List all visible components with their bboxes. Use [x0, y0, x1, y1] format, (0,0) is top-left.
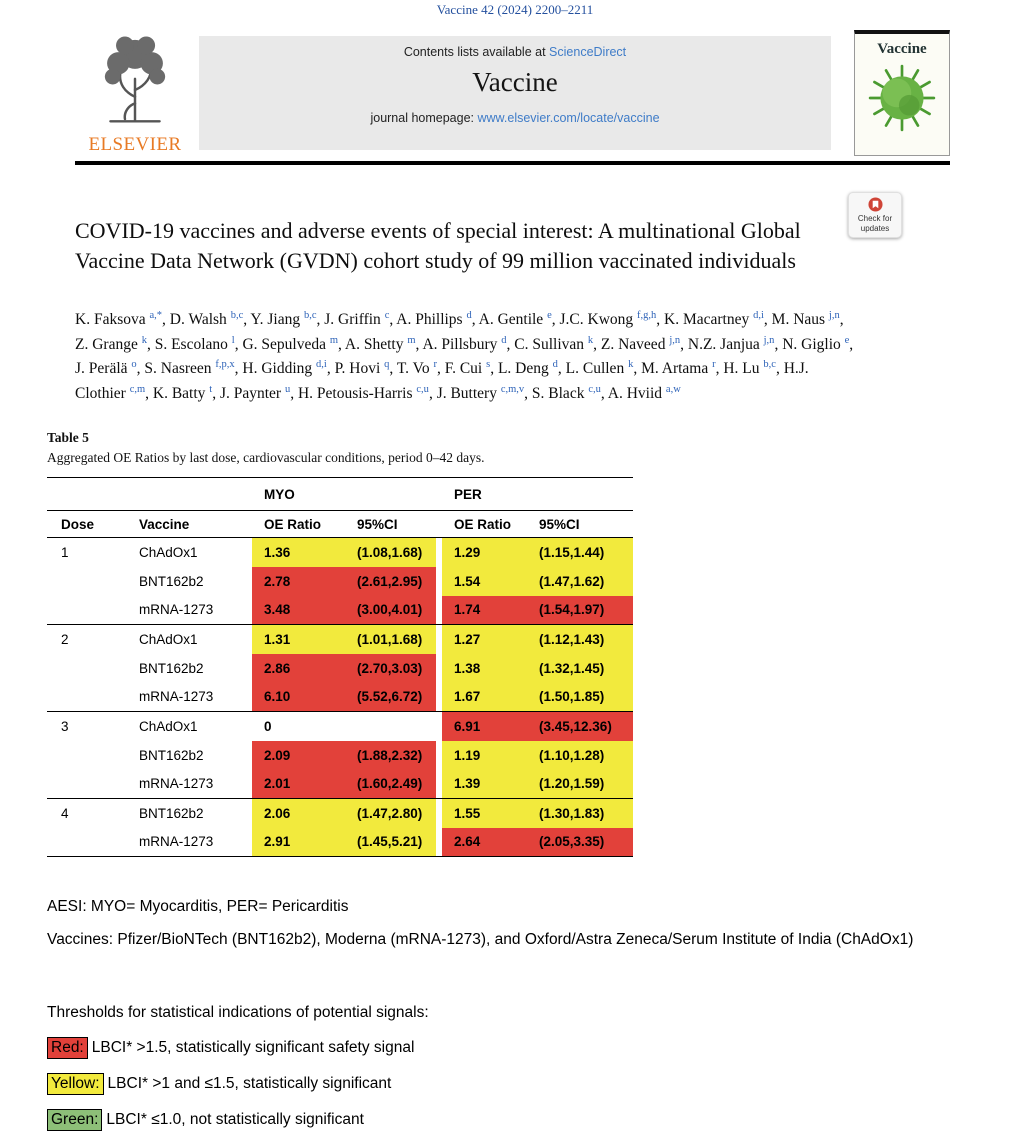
- table-column-header-row: [47, 511, 633, 538]
- author: Z. Naveed $^{j,n}$: [600, 334, 681, 353]
- myo-ci-cell: (1.01,1.68): [345, 625, 436, 654]
- vaccine-cell: ChAdOx1: [127, 712, 252, 741]
- myo-oe-cell: 2.91: [252, 828, 345, 857]
- author-affiliation: d: [501, 334, 507, 346]
- journal-header: [75, 30, 950, 160]
- author: S. Nasreen $^{f,p,x}$: [144, 359, 235, 378]
- legend-item: [47, 1109, 414, 1131]
- dose-cell: [47, 828, 127, 857]
- per-oe-cell: 1.74: [442, 596, 527, 625]
- myo-oe-cell: 0: [252, 712, 345, 741]
- table-row: [47, 654, 633, 683]
- author: H. Petousis-Harris $^{c,u}$: [297, 383, 429, 403]
- author-affiliation: b,c: [303, 310, 317, 321]
- author-affiliation: r: [433, 359, 437, 371]
- author-affiliation: q: [384, 359, 390, 371]
- author-affiliation: a,*: [149, 310, 163, 321]
- myo-oe-cell: 2.78: [252, 567, 345, 596]
- author-affiliation: c,m: [129, 383, 146, 395]
- table-label: Table 5: [47, 430, 89, 445]
- myo-oe-cell: 2.09: [252, 741, 345, 770]
- author-affiliation: d: [466, 310, 472, 321]
- myo-ci-cell: (1.47,2.80): [345, 799, 436, 828]
- per-ci-cell: (1.50,1.85): [527, 683, 633, 712]
- author: N. Giglio $^e$: [782, 334, 850, 353]
- author: P. Hovi $^q$: [334, 359, 390, 378]
- myo-ci-cell: (1.08,1.68): [345, 538, 436, 567]
- legend-text: LBCI* ≤1.0, not statistically significant: [106, 1111, 364, 1128]
- per-oe-cell: 1.54: [442, 567, 527, 596]
- myo-ci-cell: (2.70,3.03): [345, 654, 436, 683]
- dose-cell: [47, 567, 127, 596]
- cover-journal-title: Vaccine: [877, 41, 927, 57]
- homepage-prefix: journal homepage:: [370, 111, 475, 125]
- author-affiliation: u: [284, 383, 291, 395]
- per-ci-cell: (1.12,1.43): [527, 625, 633, 654]
- author: M. Naus $^{j,n}$: [771, 310, 840, 329]
- author: C. Sullivan $^k$: [514, 334, 594, 353]
- vaccines-note: Vaccines: Pfizer/BioNTech (BNT162b2), Moderna (mRNA-1273), and Oxford/Astra Zeneca/Serum Institute of India (ChAdOx1): [47, 931, 914, 948]
- journal-homepage-link[interactable]: www.elsevier.com/locate/vaccine: [477, 111, 660, 125]
- myo-oe-column-header: OE Ratio: [252, 511, 345, 538]
- author-affiliation: c,u: [416, 383, 429, 395]
- vaccine-cell: BNT162b2: [139, 573, 204, 589]
- author: H. Gidding $^{d,i}$: [242, 359, 327, 378]
- author: J. Paynter $^u$: [219, 383, 291, 403]
- myo-oe-cell: 2.06: [252, 799, 345, 828]
- author-affiliation: f,p,x: [215, 359, 235, 371]
- elsevier-wordmark: ELSEVIER: [88, 134, 182, 155]
- author: K. Batty $^t$: [152, 383, 213, 403]
- author-affiliation: c,m,v: [500, 383, 525, 395]
- author: J. Griffin $^c$: [324, 310, 390, 329]
- myo-ci-cell: (2.61,2.95): [345, 567, 436, 596]
- legend-item: [47, 1073, 414, 1095]
- table-row: [47, 741, 633, 770]
- per-oe-cell: 2.64: [442, 828, 527, 857]
- author-affiliation: d,i: [753, 310, 764, 321]
- myo-oe-cell: 6.10: [252, 683, 345, 712]
- author-affiliation: b,c: [230, 310, 244, 321]
- dose-column-header: Dose: [47, 511, 127, 538]
- author-list: K. Faksova $^{a,*}$, D. Walsh $^{b,c}$, Y. Jiang $^{b,c}$, J. Griffin $^c$, A. Phillips $^d$, A. Gentile $^e$, J.C. Kwong $^{f,g,h}$, K. Macartney $^{d,i}$, M. Naus $^{j,n}$, Z. Grange $^k$, S. Escolano $^l$, G. Sepulveda $^m$, A. Shetty $^m$, A. Pillsbury $^d$, C. Sullivan $^k$, Z. Naveed $^{j,n}$, N.Z. Janjua $^{j,n}$, N. Giglio $^e$, J. Perälä $^o$, S. Nasreen $^{f,p,x}$, H. Gidding $^{d,i}$, P. Hovi $^q$, T. Vo $^r$, F. Cui $^s$, L. Deng $^d$, L. Cullen $^k$, M. Artama $^r$, H. Lu $^{b,c}$, H.J. Clothier $^{c,m}$, K. Batty $^t$, J. Paynter $^u$, H. Petousis-Harris $^{c,u}$, J. Buttery $^{c,m,v}$, S. Black $^{c,u}$, A. Hviid $^{a,w}$: [75, 310, 854, 403]
- legend-items: [47, 1037, 414, 1131]
- legend-item: [47, 1037, 414, 1059]
- dose-cell: 2: [47, 625, 127, 654]
- virus-illustration-icon: [866, 62, 938, 134]
- author: S. Black $^{c,u}$: [531, 383, 601, 403]
- author-affiliation: f,g,h: [637, 310, 657, 321]
- per-ci-cell: (1.54,1.97): [527, 596, 633, 625]
- author: H.J. Clothier $^{c,m}$: [75, 360, 809, 403]
- per-ci-column-header: 95%CI: [527, 511, 633, 538]
- legend-swatch-yellow: Yellow:: [47, 1073, 104, 1095]
- dose-cell: [47, 683, 127, 712]
- contents-line: [199, 45, 831, 59]
- vaccine-column-header: Vaccine: [127, 511, 252, 538]
- homepage-line: [199, 111, 831, 125]
- aesi-note: AESI: MYO= Myocarditis, PER= Pericarditis: [47, 898, 349, 915]
- author-affiliation: c: [384, 310, 390, 321]
- author-affiliation: j,n: [763, 334, 775, 346]
- legend-swatch-green: Green:: [47, 1109, 102, 1131]
- author: L. Cullen $^k$: [565, 359, 634, 378]
- per-ci-cell: (1.15,1.44): [527, 538, 633, 567]
- myo-oe-cell: 2.86: [252, 654, 345, 683]
- per-ci-cell: (1.32,1.45): [527, 654, 633, 683]
- table-row: [47, 712, 633, 741]
- myo-ci-cell: [345, 712, 436, 741]
- journal-reference: Vaccine 42 (2024) 2200–2211: [436, 2, 594, 17]
- author-affiliation: m: [329, 334, 339, 346]
- author: S. Escolano $^l$: [154, 334, 235, 353]
- journal-banner: [199, 36, 831, 150]
- vaccine-cell: mRNA-1273: [139, 602, 214, 618]
- legend-heading: Thresholds for statistical indications of potential signals:: [47, 1004, 429, 1021]
- vaccine-cell: BNT162b2: [139, 660, 204, 676]
- author: A. Gentile $^e$: [478, 310, 552, 329]
- author: F. Cui $^s$: [444, 359, 491, 378]
- author: M. Artama $^r$: [641, 359, 716, 378]
- per-oe-cell: 6.91: [442, 712, 527, 741]
- table-body: [47, 538, 633, 857]
- author-affiliation: e: [844, 334, 850, 346]
- dose-cell: 1: [47, 538, 127, 567]
- dose-cell: [47, 596, 127, 625]
- author-affiliation: l: [231, 334, 235, 346]
- per-ci-cell: (1.47,1.62): [527, 567, 633, 596]
- author-affiliation: m: [407, 334, 416, 346]
- per-oe-cell: 1.27: [442, 625, 527, 654]
- table-row: [47, 683, 633, 712]
- myo-ci-cell: (1.88,2.32): [345, 741, 436, 770]
- vaccine-cell: ChAdOx1: [127, 625, 252, 654]
- myo-ci-cell: (3.00,4.01): [345, 596, 436, 625]
- myo-oe-cell: 3.48: [252, 596, 345, 625]
- author: G. Sepulveda $^m$: [242, 334, 339, 353]
- legend-text: LBCI* >1.5, statistically significant safety signal: [91, 1039, 415, 1056]
- vaccine-cell: BNT162b2: [139, 747, 204, 763]
- author: A. Shetty $^m$: [344, 334, 416, 353]
- author-affiliation: d: [552, 359, 558, 371]
- dose-cell: [47, 770, 127, 799]
- table-row: [47, 799, 633, 828]
- author: A. Phillips $^d$: [396, 310, 472, 329]
- author: L. Deng $^d$: [497, 359, 558, 378]
- myo-group-header: MYO: [252, 478, 436, 511]
- author-affiliation: t: [209, 383, 213, 395]
- author-affiliation: k: [628, 359, 634, 371]
- author-affiliation: k: [587, 334, 594, 346]
- author: A. Hviid $^{a,w}$: [607, 383, 681, 403]
- group-header-empty: [47, 478, 252, 511]
- legend-swatch-red: Red:: [47, 1037, 88, 1059]
- per-oe-cell: 1.39: [442, 770, 527, 799]
- per-oe-column-header: OE Ratio: [442, 511, 527, 538]
- author: Z. Grange $^k$: [75, 334, 147, 353]
- author-affiliation: e: [547, 310, 552, 321]
- table-caption: Aggregated OE Ratios by last dose, cardiovascular conditions, period 0–42 days.: [47, 450, 485, 465]
- per-ci-cell: (1.20,1.59): [527, 770, 633, 799]
- dose-cell: [47, 654, 127, 683]
- per-oe-cell: 1.67: [442, 683, 527, 712]
- crossmark-icon: [868, 197, 883, 212]
- author: J. Perälä $^o$: [75, 359, 137, 378]
- myo-ci-cell: (5.52,6.72): [345, 683, 436, 712]
- vaccine-cell: ChAdOx1: [127, 538, 252, 567]
- author: K. Faksova $^{a,*}$: [75, 310, 163, 329]
- per-ci-cell: (1.10,1.28): [527, 741, 633, 770]
- per-ci-cell: (3.45,12.36): [527, 712, 633, 741]
- author-affiliation: j,n: [669, 334, 681, 346]
- sciencedirect-link[interactable]: ScienceDirect: [549, 45, 627, 59]
- elsevier-logo: [73, 32, 197, 156]
- author-affiliation: s: [486, 359, 491, 371]
- author-affiliation: k: [141, 334, 147, 346]
- dose-cell: [47, 741, 127, 770]
- header-divider: [75, 161, 950, 165]
- per-ci-cell: (1.30,1.83): [527, 799, 633, 828]
- article-title: COVID-19 vaccines and adverse events of special interest: A multinational Global Vaccine Data Network (GVDN) cohort study of 99 million vaccinated individuals: [75, 218, 801, 273]
- author: Y. Jiang $^{b,c}$: [250, 310, 317, 329]
- vaccine-cell: mRNA-1273: [139, 776, 214, 792]
- dose-cell: 4: [47, 799, 127, 828]
- per-ci-cell: (2.05,3.35): [527, 828, 633, 857]
- table-row: [47, 567, 633, 596]
- myo-ci-column-header: 95%CI: [345, 511, 436, 538]
- author: A. Pillsbury $^d$: [422, 334, 507, 353]
- author: J. Buttery $^{c,m,v}$: [436, 383, 525, 403]
- author: J.C. Kwong $^{f,g,h}$: [559, 310, 657, 329]
- myo-ci-cell: (1.60,2.49): [345, 770, 436, 799]
- author: K. Macartney $^{d,i}$: [664, 310, 764, 329]
- dose-cell: 3: [47, 712, 127, 741]
- per-oe-cell: 1.55: [442, 799, 527, 828]
- myo-ci-cell: (1.45,5.21): [345, 828, 436, 857]
- author-affiliation: b,c: [763, 359, 776, 371]
- author: H. Lu $^{b,c}$: [723, 359, 776, 378]
- per-oe-cell: 1.19: [442, 741, 527, 770]
- vaccine-cell: BNT162b2: [127, 799, 252, 828]
- table-row: [47, 625, 633, 654]
- journal-title: Vaccine: [472, 67, 558, 97]
- check-updates-badge[interactable]: [848, 192, 902, 238]
- author: N.Z. Janjua $^{j,n}$: [687, 334, 775, 353]
- table-row: [47, 596, 633, 625]
- author-affiliation: o: [131, 359, 137, 371]
- table-row: [47, 538, 633, 567]
- elsevier-tree-icon: [85, 32, 185, 128]
- myo-oe-cell: 1.31: [252, 625, 345, 654]
- legend-text: LBCI* >1 and ≤1.5, statistically significant: [107, 1075, 392, 1092]
- author-affiliation: j,n: [828, 310, 840, 321]
- check-updates-label: Check for updates: [857, 214, 893, 233]
- per-oe-cell: 1.29: [442, 538, 527, 567]
- journal-cover: [854, 30, 950, 156]
- author-affiliation: r: [712, 359, 716, 371]
- myo-oe-cell: 1.36: [252, 538, 345, 567]
- oe-ratio-table: [47, 477, 633, 857]
- myo-oe-cell: 2.01: [252, 770, 345, 799]
- table-row: [47, 770, 633, 799]
- author: T. Vo $^r$: [396, 359, 437, 378]
- vaccine-cell: mRNA-1273: [139, 689, 214, 705]
- contents-prefix: Contents lists available at: [403, 45, 546, 59]
- author-affiliation: c,u: [588, 383, 601, 395]
- author-affiliation: d,i: [316, 359, 327, 371]
- table-row: [47, 828, 633, 857]
- per-oe-cell: 1.38: [442, 654, 527, 683]
- per-group-header: PER: [442, 478, 633, 511]
- vaccine-cell: mRNA-1273: [127, 828, 252, 857]
- table-group-header-row: [47, 478, 633, 511]
- author: D. Walsh $^{b,c}$: [169, 310, 244, 329]
- author-affiliation: a,w: [665, 383, 681, 395]
